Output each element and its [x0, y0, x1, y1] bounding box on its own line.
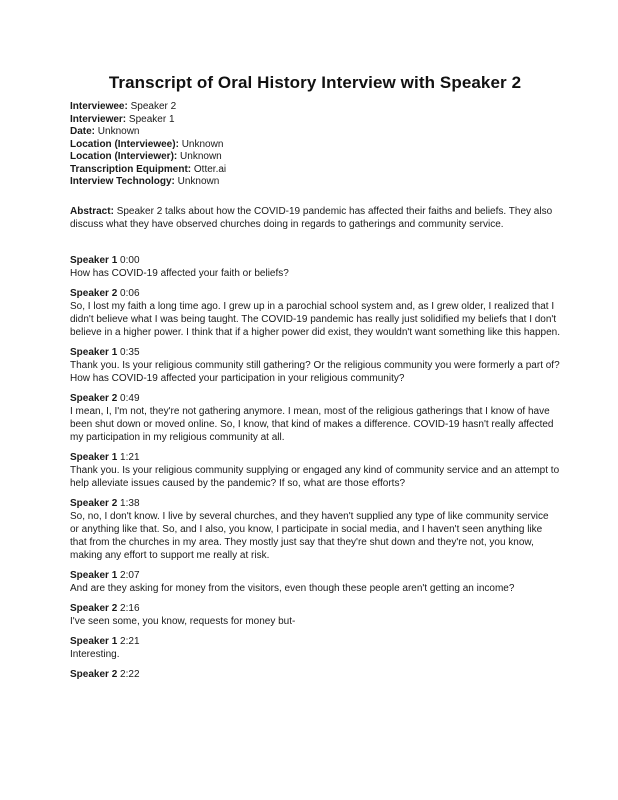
metadata-row — [70, 164, 560, 177]
turn-heading — [70, 254, 560, 267]
abstract-text: Speaker 2 talks about how the COVID-19 pandemic has affected their faiths and beliefs. They also discuss what they have observed churches doing in regards to gatherings and community service. — [70, 205, 553, 230]
speaker-name: Speaker 1 — [70, 346, 118, 358]
turn-timestamp: 2:22 — [120, 668, 140, 680]
turn-text: How has COVID-19 affected your faith or beliefs? — [70, 267, 289, 279]
transcript-turn — [70, 569, 560, 595]
metadata-value: Speaker 2 — [130, 101, 177, 112]
metadata-row — [70, 151, 560, 164]
transcript-turn — [70, 287, 560, 339]
turn-text: I mean, I, I'm not, they're not gathering anymore. I mean, most of the religious gatherings that I know of have been shut down or moved online. So, I know, that kind of makes a difference. COVID-19 hasn't really affected my participation in my religious community at all. — [70, 405, 554, 443]
speaker-name: Speaker 1 — [70, 635, 118, 647]
speaker-name: Speaker 2 — [70, 497, 118, 509]
speaker-name: Speaker 2 — [70, 668, 118, 680]
document-title: Transcript of Oral History Interview with Speaker 2 — [108, 73, 522, 92]
turn-heading — [70, 346, 560, 359]
metadata-row — [70, 126, 560, 139]
turn-timestamp: 0:49 — [120, 392, 140, 404]
transcript-turn — [70, 254, 560, 280]
speaker-name: Speaker 1 — [70, 254, 118, 266]
turn-heading — [70, 451, 560, 464]
speaker-name: Speaker 1 — [70, 451, 118, 463]
turn-heading — [70, 602, 560, 615]
transcript-turn — [70, 346, 560, 385]
speaker-name: Speaker 2 — [70, 392, 118, 404]
turn-text: So, no, I don't know. I live by several churches, and they haven't supplied any type of like community service or anything like that. So, and I also, you know, I participate in social media, and I haven't seen anything like that from the churches in my area. They mostly just say that they're shut down and they're not, you know, making any effort to support me really at risk. — [70, 510, 549, 561]
metadata-value: Otter.ai — [193, 163, 227, 175]
metadata-list — [70, 101, 560, 189]
turn-text: Thank you. Is your religious community supplying or engaged any kind of community service and an attempt to help alleviate issues caused by the pandemic? If so, what are those efforts? — [70, 464, 560, 489]
turn-heading — [70, 668, 560, 681]
turn-text: And are they asking for money from the visitors, even though these people aren't getting an income? — [70, 582, 515, 594]
turn-timestamp: 0:06 — [120, 287, 140, 299]
transcript-turn — [70, 392, 560, 444]
turn-timestamp: 2:07 — [120, 569, 140, 581]
metadata-label: Location (Interviewee): — [70, 138, 179, 150]
metadata-label: Date: — [70, 126, 96, 137]
speaker-name: Speaker 2 — [70, 602, 118, 614]
turn-heading — [70, 497, 560, 510]
abstract — [70, 205, 560, 231]
turn-text: I've seen some, you know, requests for money but- — [70, 615, 296, 627]
metadata-label: Interview Technology: — [70, 176, 175, 187]
metadata-row — [70, 101, 560, 114]
speaker-name: Speaker 1 — [70, 569, 118, 581]
metadata-label: Location (Interviewer): — [70, 151, 178, 162]
turn-heading — [70, 569, 560, 582]
metadata-label: Interviewee: — [70, 101, 128, 112]
transcript-turn — [70, 668, 560, 681]
speaker-name: Speaker 2 — [70, 287, 118, 299]
turn-heading — [70, 635, 560, 648]
turn-text: Thank you. Is your religious community still gathering? Or the religious community you were formerly a part of? How has COVID-19 affected your participation in your religious community? — [70, 359, 560, 384]
metadata-label: Interviewer: — [70, 113, 127, 125]
transcript-turn — [70, 635, 560, 661]
metadata-value: Unknown — [181, 138, 224, 150]
turn-text: Interesting. — [70, 648, 120, 660]
transcript-turn — [70, 451, 560, 490]
metadata-value: Unknown — [97, 126, 140, 137]
transcript-turn — [70, 497, 560, 562]
metadata-label: Transcription Equipment: — [70, 163, 192, 175]
turn-timestamp: 1:21 — [120, 451, 140, 463]
metadata-value: Speaker 1 — [128, 113, 175, 125]
metadata-row — [70, 176, 560, 189]
metadata-value: Unknown — [177, 176, 220, 187]
turn-timestamp: 0:00 — [120, 254, 140, 266]
turn-timestamp: 2:16 — [120, 602, 140, 614]
abstract-label: Abstract: — [70, 205, 114, 217]
transcript-turns — [70, 254, 560, 681]
turn-text: So, I lost my faith a long time ago. I grew up in a parochial school system and, as I grew older, I realized that I didn't believe what I was being taught. The COVID-19 pandemic has really just solidified my beliefs that I don't believe in a higher power. I think that if a higher power did exist, they wouldn't want something like this happen. — [70, 300, 560, 338]
turn-timestamp: 1:38 — [120, 497, 140, 509]
metadata-value: Unknown — [180, 151, 222, 162]
turn-heading — [70, 392, 560, 405]
metadata-row — [70, 139, 560, 152]
turn-timestamp: 0:35 — [120, 346, 140, 358]
metadata-row — [70, 114, 560, 127]
turn-heading — [70, 287, 560, 300]
transcript-turn — [70, 602, 560, 628]
turn-timestamp: 2:21 — [120, 635, 140, 647]
